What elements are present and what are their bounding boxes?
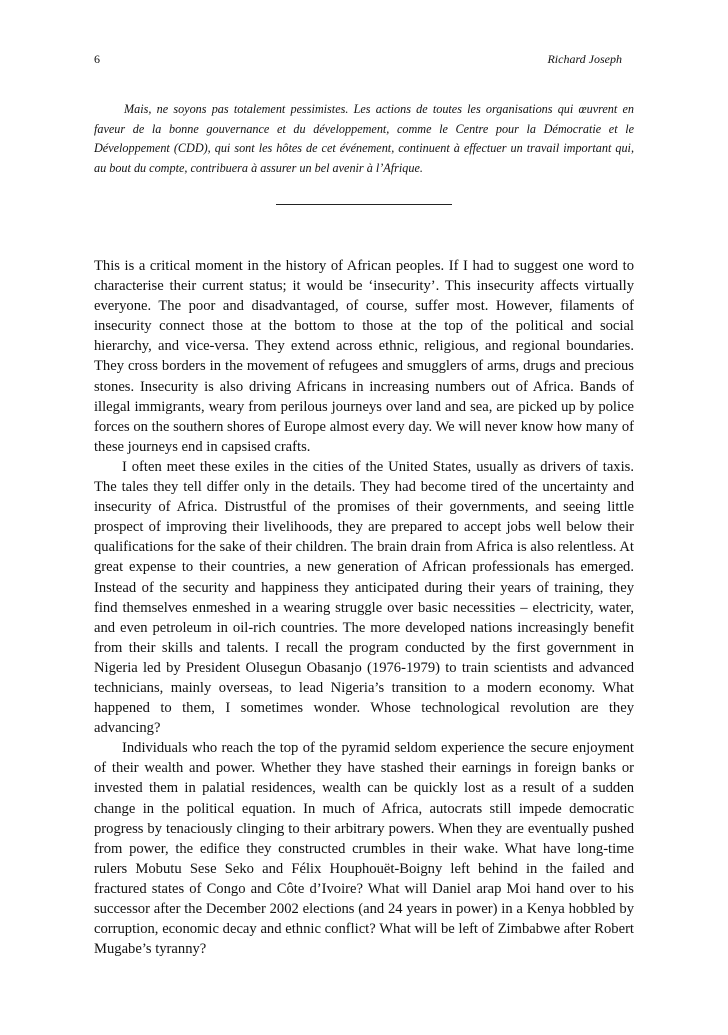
page-header [94, 52, 634, 72]
body-paragraph-1: This is a critical moment in the history of African peoples. If I had to suggest one word to characterise their current status; it would be ‘insecurity’. This insecurity affects virtually everyone. The poor and disadvantaged, of course, suffer most. However, filaments of insecurity connect those at the bottom to those at the top of the political and social hierarchy, and vice-versa. They extend across ethnic, religious, and regional boundaries. They cross borders in the movement of refugees and smugglers of arms, drugs and precious stones. Insecurity is also driving Africans in increasing numbers out of Africa. Bands of illegal immigrants, weary from perilous journeys over land and sea, are picked up by police forces on the southern shores of Europe almost every day. We will never know how many of these journeys end in capsised crafts. [94, 258, 634, 455]
body-paragraph-2: I often meet these exiles in the cities of the United States, usually as drivers of taxis. The tales they tell differ only in the details. They had become tired of the uncertainty and insecurity of Africa. Distrustful of the promises of their governments, and seeing little prospect of improving their livelihoods, they are prepared to accept jobs well below their qualifications for the sake of their children. The brain drain from Africa is also relentless. At great expense to their countries, a new generation of African professionals has emerged. Instead of the security and happiness they anticipated during their years of training, they find themselves enmeshed in a wearing struggle over basic necessities – electricity, water, and even petroleum in oil-rich countries. The more developed nations increasingly benefit from their skills and talents. I recall the program conducted by the first government in Nigeria led by President Olusegun Obasanjo (1976-1979) to train scientists and advanced technicians, mainly overseas, to lead Nigeria’s transition to a modern economy. What happened to them, I sometimes wonder. Whose technological revolution are they advancing? [94, 458, 634, 737]
divider-rule [276, 204, 452, 205]
page-number: 6 [94, 52, 100, 66]
running-head-author: Richard Joseph [547, 52, 622, 66]
document-page [94, 52, 634, 959]
french-closing-paragraph: Mais, ne soyons pas totalement pessimistes. Les actions de toutes les organisations qui œuvrent en faveur de la bonne gouvernance et du développement, comme le Centre pour la Démocratie et le Développement (CDD), qui sont les hôtes de cet événement, continuent à effectuer un travail important qui, au bout du compte, contribuera à assurer un bel avenir à l’Afrique. [94, 102, 634, 175]
section-divider [94, 178, 634, 226]
main-body-text [94, 256, 634, 959]
body-paragraph-3: Individuals who reach the top of the pyramid seldom experience the secure enjoyment of their wealth and power. Whether they have stashed their earnings in foreign banks or invested them in palatial residences, wealth can be quickly lost as a result of a sudden change in the political equation. In much of Africa, autocrats still impede democratic progress by tenaciously clinging to their arbitrary powers. When they are eventually pushed from power, the edifice they constructed crumbles in their wake. What have long-time rulers Mobutu Sese Seko and Félix Houphouët-Boigny left behind in the failed and fractured states of Congo and Côte d’Ivoire? What will Daniel arap Moi hand over to his successor after the December 2002 elections (and 24 years in power) in a Kenya hobbled by corruption, economic decay and ethnic conflict? What will be left of Zimbabwe after Robert Mugabe’s tyranny? [94, 740, 634, 958]
